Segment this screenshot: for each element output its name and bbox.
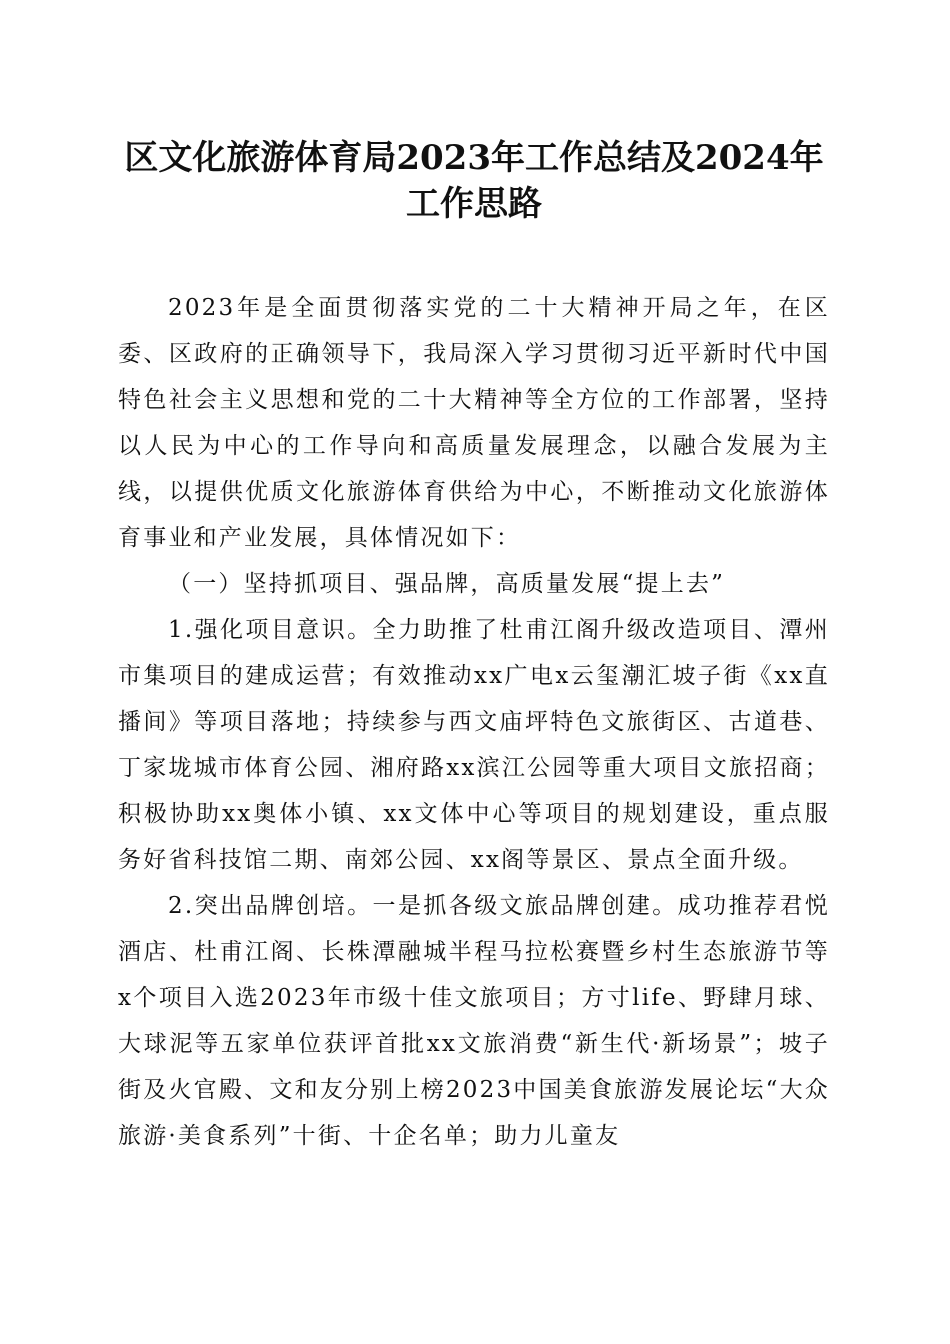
title-line-2: 工作思路: [406, 184, 542, 224]
document-title: [118, 135, 830, 227]
section-heading: （一）坚持抓项目、强品牌，高质量发展“提上去”: [168, 571, 726, 597]
document-body: [118, 285, 830, 1159]
item-paragraph-1: 1.强化项目意识。全力助推了杜甫江阁升级改造项目、潭州市集项目的建成运营；有效推动xx广电x云玺潮汇坡子街《xx直播间》等项目落地；持续参与西文庙坪特色文旅街区、古道巷、丁家垅城市体育公园、湘府路xx滨江公园等重大项目文旅招商；积极协助xx奥体小镇、xx文体中心等项目的规划建设，重点服务好省科技馆二期、南郊公园、xx阁等景区、景点全面升级。: [118, 617, 830, 873]
intro-paragraph: 2023年是全面贯彻落实党的二十大精神开局之年，在区委、区政府的正确领导下，我局深入学习贯彻习近平新时代中国特色社会主义思想和党的二十大精神等全方位的工作部署，坚持以人民为中心的工作导向和高质量发展理念，以融合发展为主线，以提供优质文化旅游体育供给为中心，不断推动文化旅游体育事业和产业发展，具体情况如下：: [118, 295, 830, 551]
item-paragraph-2: 2.突出品牌创培。一是抓各级文旅品牌创建。成功推荐君悦酒店、杜甫江阁、长株潭融城半程马拉松赛暨乡村生态旅游节等x个项目入选2023年市级十佳文旅项目；方寸life、野肆月球、大球泥等五家单位获评首批xx文旅消费“新生代·新场景”；坡子街及火官殿、文和友分别上榜2023中国美食旅游发展论坛“大众旅游·美食系列”十街、十企名单；助力儿童友: [118, 893, 830, 1149]
title-line-1: 区文化旅游体育局2023年工作总结及2024年: [124, 138, 824, 178]
